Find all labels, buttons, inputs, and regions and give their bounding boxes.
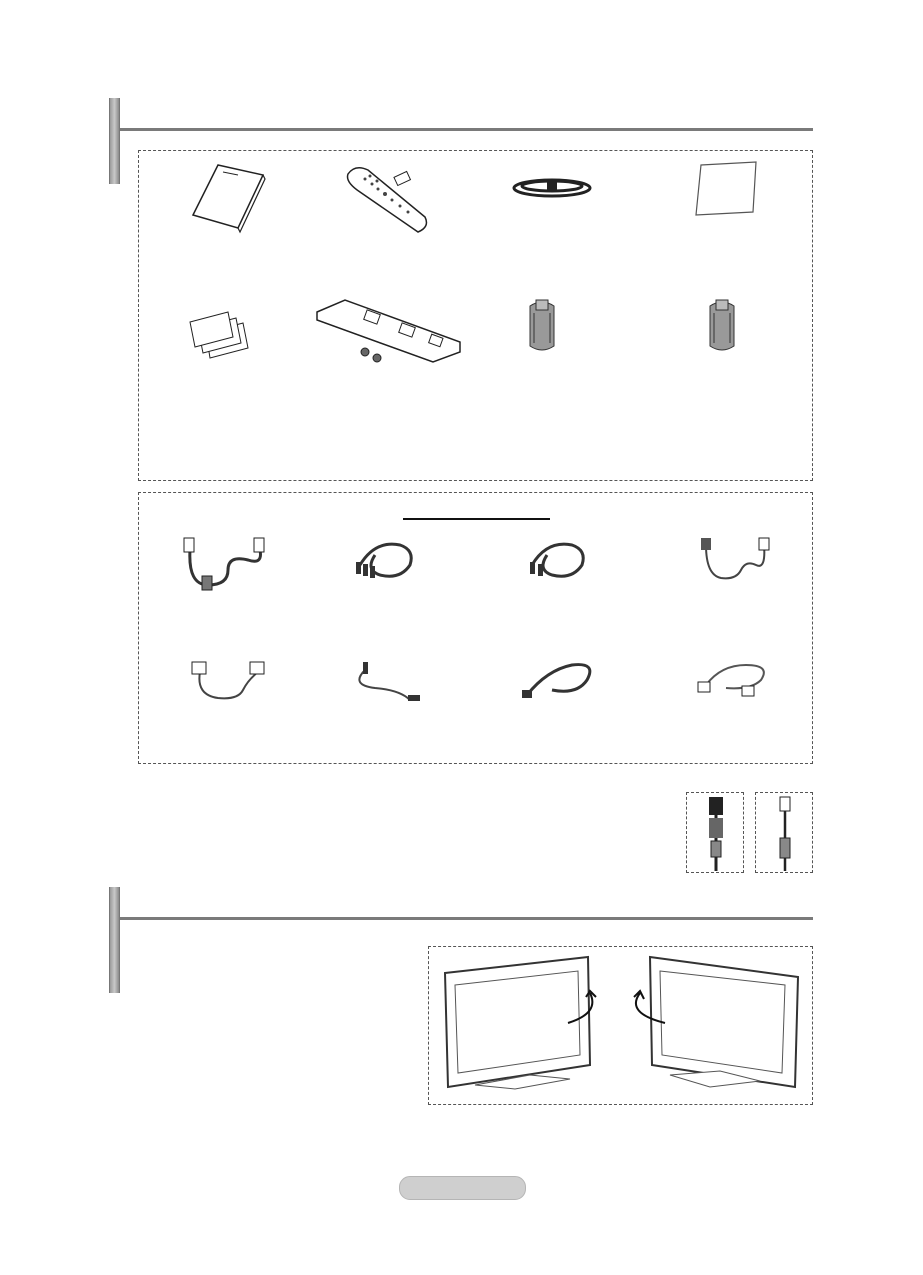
component-cable-icon xyxy=(330,530,450,620)
section-tab-swivel xyxy=(109,887,120,993)
section-tab-accessories xyxy=(109,98,120,184)
tv-left-rotate-icon xyxy=(440,953,610,1093)
remote-control-icon xyxy=(330,152,450,242)
cleaning-cloth-icon xyxy=(668,150,788,240)
power-cord-icon xyxy=(492,150,612,240)
warranty-card-icon xyxy=(168,288,288,378)
section-rule-swivel xyxy=(120,917,813,920)
ferrite-core-icon xyxy=(482,288,602,378)
page-number-pill xyxy=(399,1176,526,1200)
ferrite-core-icon xyxy=(662,288,782,378)
audio-cable-icon xyxy=(330,650,450,740)
pc-cable-icon xyxy=(676,650,796,740)
hdmi-cable-icon xyxy=(168,530,288,620)
ferrite-usage-card-cable xyxy=(755,792,813,873)
manual-icon xyxy=(168,150,288,240)
tv-right-rotate-icon xyxy=(620,953,805,1093)
optional-title-underline xyxy=(403,518,550,520)
section-rule-accessories xyxy=(120,128,813,131)
hdmi-dvi-cable-icon xyxy=(676,530,796,620)
scart-cable-icon xyxy=(168,650,288,740)
composite-cable-icon xyxy=(502,530,622,620)
antenna-cable-icon xyxy=(502,650,622,740)
stand-cover-icon xyxy=(305,290,475,380)
ferrite-usage-card-power xyxy=(686,792,744,873)
